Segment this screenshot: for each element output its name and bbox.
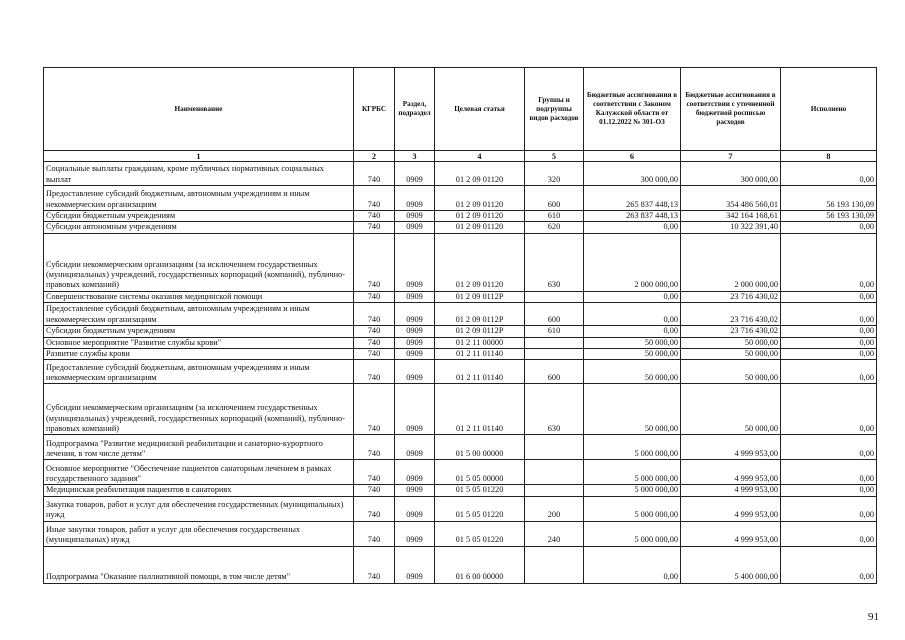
- column-number: 5: [525, 151, 584, 162]
- header-executed: Исполнено: [781, 68, 877, 151]
- cell-kgrbs: 740: [354, 326, 395, 337]
- cell-assigned-refined: 4 999 953,00: [681, 485, 781, 496]
- cell-kgrbs: 740: [354, 360, 395, 384]
- cell-section: 0909: [395, 337, 435, 348]
- cell-kgrbs: 740: [354, 485, 395, 496]
- cell-assigned-law: 5 000 000,00: [584, 460, 681, 485]
- cell-assigned-law: 0,00: [584, 546, 681, 583]
- table-row: [44, 186, 877, 211]
- cell-target: 01 2 09 01120: [435, 211, 525, 222]
- table-header: [44, 68, 877, 151]
- cell-executed: 56 193 130,09: [781, 211, 877, 222]
- cell-assigned-law: 50 000,00: [584, 360, 681, 384]
- cell-executed: 0,00: [781, 349, 877, 360]
- cell-kgrbs: 740: [354, 186, 395, 211]
- cell-name: Субсидии бюджетным учреждениям: [44, 326, 354, 337]
- cell-assigned-refined: 4 999 953,00: [681, 521, 781, 546]
- table-row: [44, 303, 877, 326]
- cell-executed: 0,00: [781, 460, 877, 485]
- header-kgrbs: КГРБС: [354, 68, 395, 151]
- column-number: 2: [354, 151, 395, 162]
- cell-assigned-refined: 50 000,00: [681, 337, 781, 348]
- cell-target: 01 2 11 01140: [435, 384, 525, 435]
- cell-name: Субсидии некоммерческим организациям (за исключением государственных (муниципальных) учреждений, государственных корпораций (компаний), публично-правовых компаний): [44, 384, 354, 435]
- cell-section: 0909: [395, 485, 435, 496]
- cell-section: 0909: [395, 326, 435, 337]
- cell-kgrbs: 740: [354, 233, 395, 291]
- cell-assigned-law: 0,00: [584, 222, 681, 233]
- column-number: 6: [584, 151, 681, 162]
- cell-section: 0909: [395, 360, 435, 384]
- cell-assigned-refined: 50 000,00: [681, 349, 781, 360]
- page-number: 91: [868, 611, 879, 623]
- cell-target: 01 2 11 01140: [435, 360, 525, 384]
- cell-name: Социальные выплаты гражданам, кроме публичных нормативных социальных выплат: [44, 162, 354, 186]
- cell-assigned-law: 50 000,00: [584, 337, 681, 348]
- table-row: [44, 291, 877, 302]
- cell-target: 01 6 00 00000: [435, 546, 525, 583]
- table-row: [44, 211, 877, 222]
- cell-assigned-law: 2 000 000,00: [584, 233, 681, 291]
- cell-kgrbs: 740: [354, 337, 395, 348]
- cell-kgrbs: 740: [354, 546, 395, 583]
- cell-section: 0909: [395, 291, 435, 302]
- table-row: [44, 435, 877, 460]
- cell-name: Медицинская реабилитация пациентов в санаториях: [44, 485, 354, 496]
- cell-kgrbs: 740: [354, 460, 395, 485]
- cell-executed: 0,00: [781, 360, 877, 384]
- cell-assigned-law: 0,00: [584, 291, 681, 302]
- cell-target: 01 2 09 0112Р: [435, 303, 525, 326]
- cell-target: 01 5 05 01220: [435, 521, 525, 546]
- table-row: [44, 162, 877, 186]
- cell-name: Субсидии некоммерческим организациям (за исключением государственных (муниципальных) учреждений, государственных корпораций (компаний), публично-правовых компаний): [44, 233, 354, 291]
- header-target: Целевая статья: [435, 68, 525, 151]
- cell-assigned-refined: 354 486 560,01: [681, 186, 781, 211]
- cell-section: 0909: [395, 303, 435, 326]
- cell-assigned-law: 50 000,00: [584, 349, 681, 360]
- cell-target: 01 2 09 01120: [435, 186, 525, 211]
- cell-assigned-law: 0,00: [584, 303, 681, 326]
- cell-section: 0909: [395, 162, 435, 186]
- cell-group: [525, 349, 584, 360]
- cell-target: 01 5 05 01220: [435, 485, 525, 496]
- table-row: [44, 384, 877, 435]
- cell-kgrbs: 740: [354, 384, 395, 435]
- cell-target: 01 2 09 01120: [435, 222, 525, 233]
- cell-target: 01 2 09 01120: [435, 162, 525, 186]
- cell-kgrbs: 740: [354, 222, 395, 233]
- cell-target: 01 2 11 01140: [435, 349, 525, 360]
- cell-kgrbs: 740: [354, 521, 395, 546]
- cell-target: 01 2 09 01120: [435, 233, 525, 291]
- cell-section: 0909: [395, 211, 435, 222]
- cell-section: 0909: [395, 186, 435, 211]
- cell-group: 610: [525, 211, 584, 222]
- cell-group: [525, 291, 584, 302]
- table-row: [44, 360, 877, 384]
- cell-group: 630: [525, 233, 584, 291]
- cell-target: 01 5 05 00000: [435, 460, 525, 485]
- cell-kgrbs: 740: [354, 349, 395, 360]
- cell-section: 0909: [395, 222, 435, 233]
- cell-assigned-law: 5 000 000,00: [584, 496, 681, 521]
- table-row: [44, 521, 877, 546]
- cell-group: 600: [525, 186, 584, 211]
- cell-executed: 0,00: [781, 435, 877, 460]
- cell-assigned-refined: 50 000,00: [681, 384, 781, 435]
- cell-name: Основное мероприятие "Обеспечение пациентов санаторным лечением в рамках государственного задания": [44, 460, 354, 485]
- cell-executed: 56 193 130,09: [781, 186, 877, 211]
- cell-group: [525, 485, 584, 496]
- cell-executed: 0,00: [781, 326, 877, 337]
- cell-target: 01 2 09 0112Р: [435, 326, 525, 337]
- cell-name: Совершенствование системы оказания медицинской помощи: [44, 291, 354, 302]
- cell-kgrbs: 740: [354, 211, 395, 222]
- header-name: Наименование: [44, 68, 354, 151]
- cell-group: 610: [525, 326, 584, 337]
- column-numbers-row: [44, 151, 877, 162]
- cell-kgrbs: 740: [354, 303, 395, 326]
- cell-assigned-law: 50 000,00: [584, 384, 681, 435]
- cell-name: Иные закупки товаров, работ и услуг для обеспечения государственных (муниципальных) нужд: [44, 521, 354, 546]
- table-row: [44, 337, 877, 348]
- cell-group: 200: [525, 496, 584, 521]
- cell-section: 0909: [395, 435, 435, 460]
- budget-table: [43, 67, 877, 584]
- cell-group: [525, 460, 584, 485]
- column-number: 4: [435, 151, 525, 162]
- table-row: [44, 485, 877, 496]
- header-group: Группы и подгруппы видов расходов: [525, 68, 584, 151]
- cell-target: 01 5 00 00000: [435, 435, 525, 460]
- table-row: [44, 546, 877, 583]
- cell-assigned-refined: 4 999 953,00: [681, 460, 781, 485]
- cell-kgrbs: 740: [354, 496, 395, 521]
- cell-section: 0909: [395, 496, 435, 521]
- table-row: [44, 349, 877, 360]
- cell-executed: 0,00: [781, 233, 877, 291]
- cell-name: Субсидии автономным учреждениям: [44, 222, 354, 233]
- cell-target: 01 2 11 00000: [435, 337, 525, 348]
- cell-name: Подпрограмма "Развитие медицинской реабилитации и санаторно-курортного лечения, в том числе детям": [44, 435, 354, 460]
- cell-assigned-refined: 23 716 430,02: [681, 291, 781, 302]
- cell-group: [525, 337, 584, 348]
- cell-assigned-refined: 23 716 430,02: [681, 303, 781, 326]
- cell-assigned-law: 5 000 000,00: [584, 521, 681, 546]
- column-number: 3: [395, 151, 435, 162]
- cell-executed: 0,00: [781, 485, 877, 496]
- cell-group: 240: [525, 521, 584, 546]
- cell-section: 0909: [395, 546, 435, 583]
- cell-section: 0909: [395, 233, 435, 291]
- cell-assigned-refined: 5 400 000,00: [681, 546, 781, 583]
- cell-executed: 0,00: [781, 291, 877, 302]
- cell-assigned-refined: 4 999 953,00: [681, 435, 781, 460]
- table-row: [44, 233, 877, 291]
- cell-kgrbs: 740: [354, 435, 395, 460]
- cell-group: [525, 435, 584, 460]
- cell-assigned-refined: 10 322 391,40: [681, 222, 781, 233]
- cell-name: Предоставление субсидий бюджетным, автономным учреждениям и иным некоммерческим организациям: [44, 303, 354, 326]
- cell-section: 0909: [395, 521, 435, 546]
- cell-executed: 0,00: [781, 384, 877, 435]
- cell-assigned-refined: 2 000 000,00: [681, 233, 781, 291]
- header-section: Раздел, подраздел: [395, 68, 435, 151]
- cell-assigned-refined: 300 000,00: [681, 162, 781, 186]
- table-body: [44, 151, 877, 584]
- cell-target: 01 2 09 0112Р: [435, 291, 525, 302]
- cell-assigned-law: 263 837 448,13: [584, 211, 681, 222]
- cell-assigned-refined: 4 999 953,00: [681, 496, 781, 521]
- cell-name: Предоставление субсидий бюджетным, автономным учреждениям и иным некоммерческим организациям: [44, 360, 354, 384]
- cell-name: Закупка товаров, работ и услуг для обеспечения государственных (муниципальных) нужд: [44, 496, 354, 521]
- cell-assigned-refined: 50 000,00: [681, 360, 781, 384]
- cell-group: 630: [525, 384, 584, 435]
- cell-executed: 0,00: [781, 222, 877, 233]
- cell-kgrbs: 740: [354, 162, 395, 186]
- cell-assigned-law: 300 000,00: [584, 162, 681, 186]
- table-row: [44, 222, 877, 233]
- cell-assigned-law: 5 000 000,00: [584, 435, 681, 460]
- cell-name: Основное мероприятие "Развитие службы крови": [44, 337, 354, 348]
- cell-executed: 0,00: [781, 162, 877, 186]
- cell-assigned-refined: 342 164 168,61: [681, 211, 781, 222]
- cell-assigned-law: 5 000 000,00: [584, 485, 681, 496]
- cell-executed: 0,00: [781, 546, 877, 583]
- cell-group: [525, 546, 584, 583]
- cell-section: 0909: [395, 349, 435, 360]
- column-number: 7: [681, 151, 781, 162]
- header-assigned-refined: Бюджетные ассигнования в соответствии с уточненной бюджетной росписью расходов: [681, 68, 781, 151]
- table-row: [44, 460, 877, 485]
- column-number: 1: [44, 151, 354, 162]
- cell-target: 01 5 05 01220: [435, 496, 525, 521]
- cell-group: 620: [525, 222, 584, 233]
- cell-group: 320: [525, 162, 584, 186]
- cell-assigned-law: 265 837 448,13: [584, 186, 681, 211]
- cell-assigned-law: 0,00: [584, 326, 681, 337]
- cell-kgrbs: 740: [354, 291, 395, 302]
- cell-executed: 0,00: [781, 337, 877, 348]
- cell-section: 0909: [395, 460, 435, 485]
- cell-executed: 0,00: [781, 521, 877, 546]
- cell-name: Предоставление субсидий бюджетным, автономным учреждениям и иным некоммерческим организациям: [44, 186, 354, 211]
- cell-executed: 0,00: [781, 303, 877, 326]
- cell-executed: 0,00: [781, 496, 877, 521]
- cell-name: Подпрограмма "Оказание паллиативной помощи, в том числе детям": [44, 546, 354, 583]
- cell-name: Субсидии бюджетным учреждениям: [44, 211, 354, 222]
- cell-group: 600: [525, 303, 584, 326]
- table-row: [44, 496, 877, 521]
- cell-section: 0909: [395, 384, 435, 435]
- cell-assigned-refined: 23 716 430,02: [681, 326, 781, 337]
- cell-name: Развитие службы крови: [44, 349, 354, 360]
- header-assigned-law: Бюджетные ассигнования в соответствии с Законом Калужской области от 01.12.2022 № 301-ОЗ: [584, 68, 681, 151]
- table-row: [44, 326, 877, 337]
- cell-group: 600: [525, 360, 584, 384]
- column-number: 8: [781, 151, 877, 162]
